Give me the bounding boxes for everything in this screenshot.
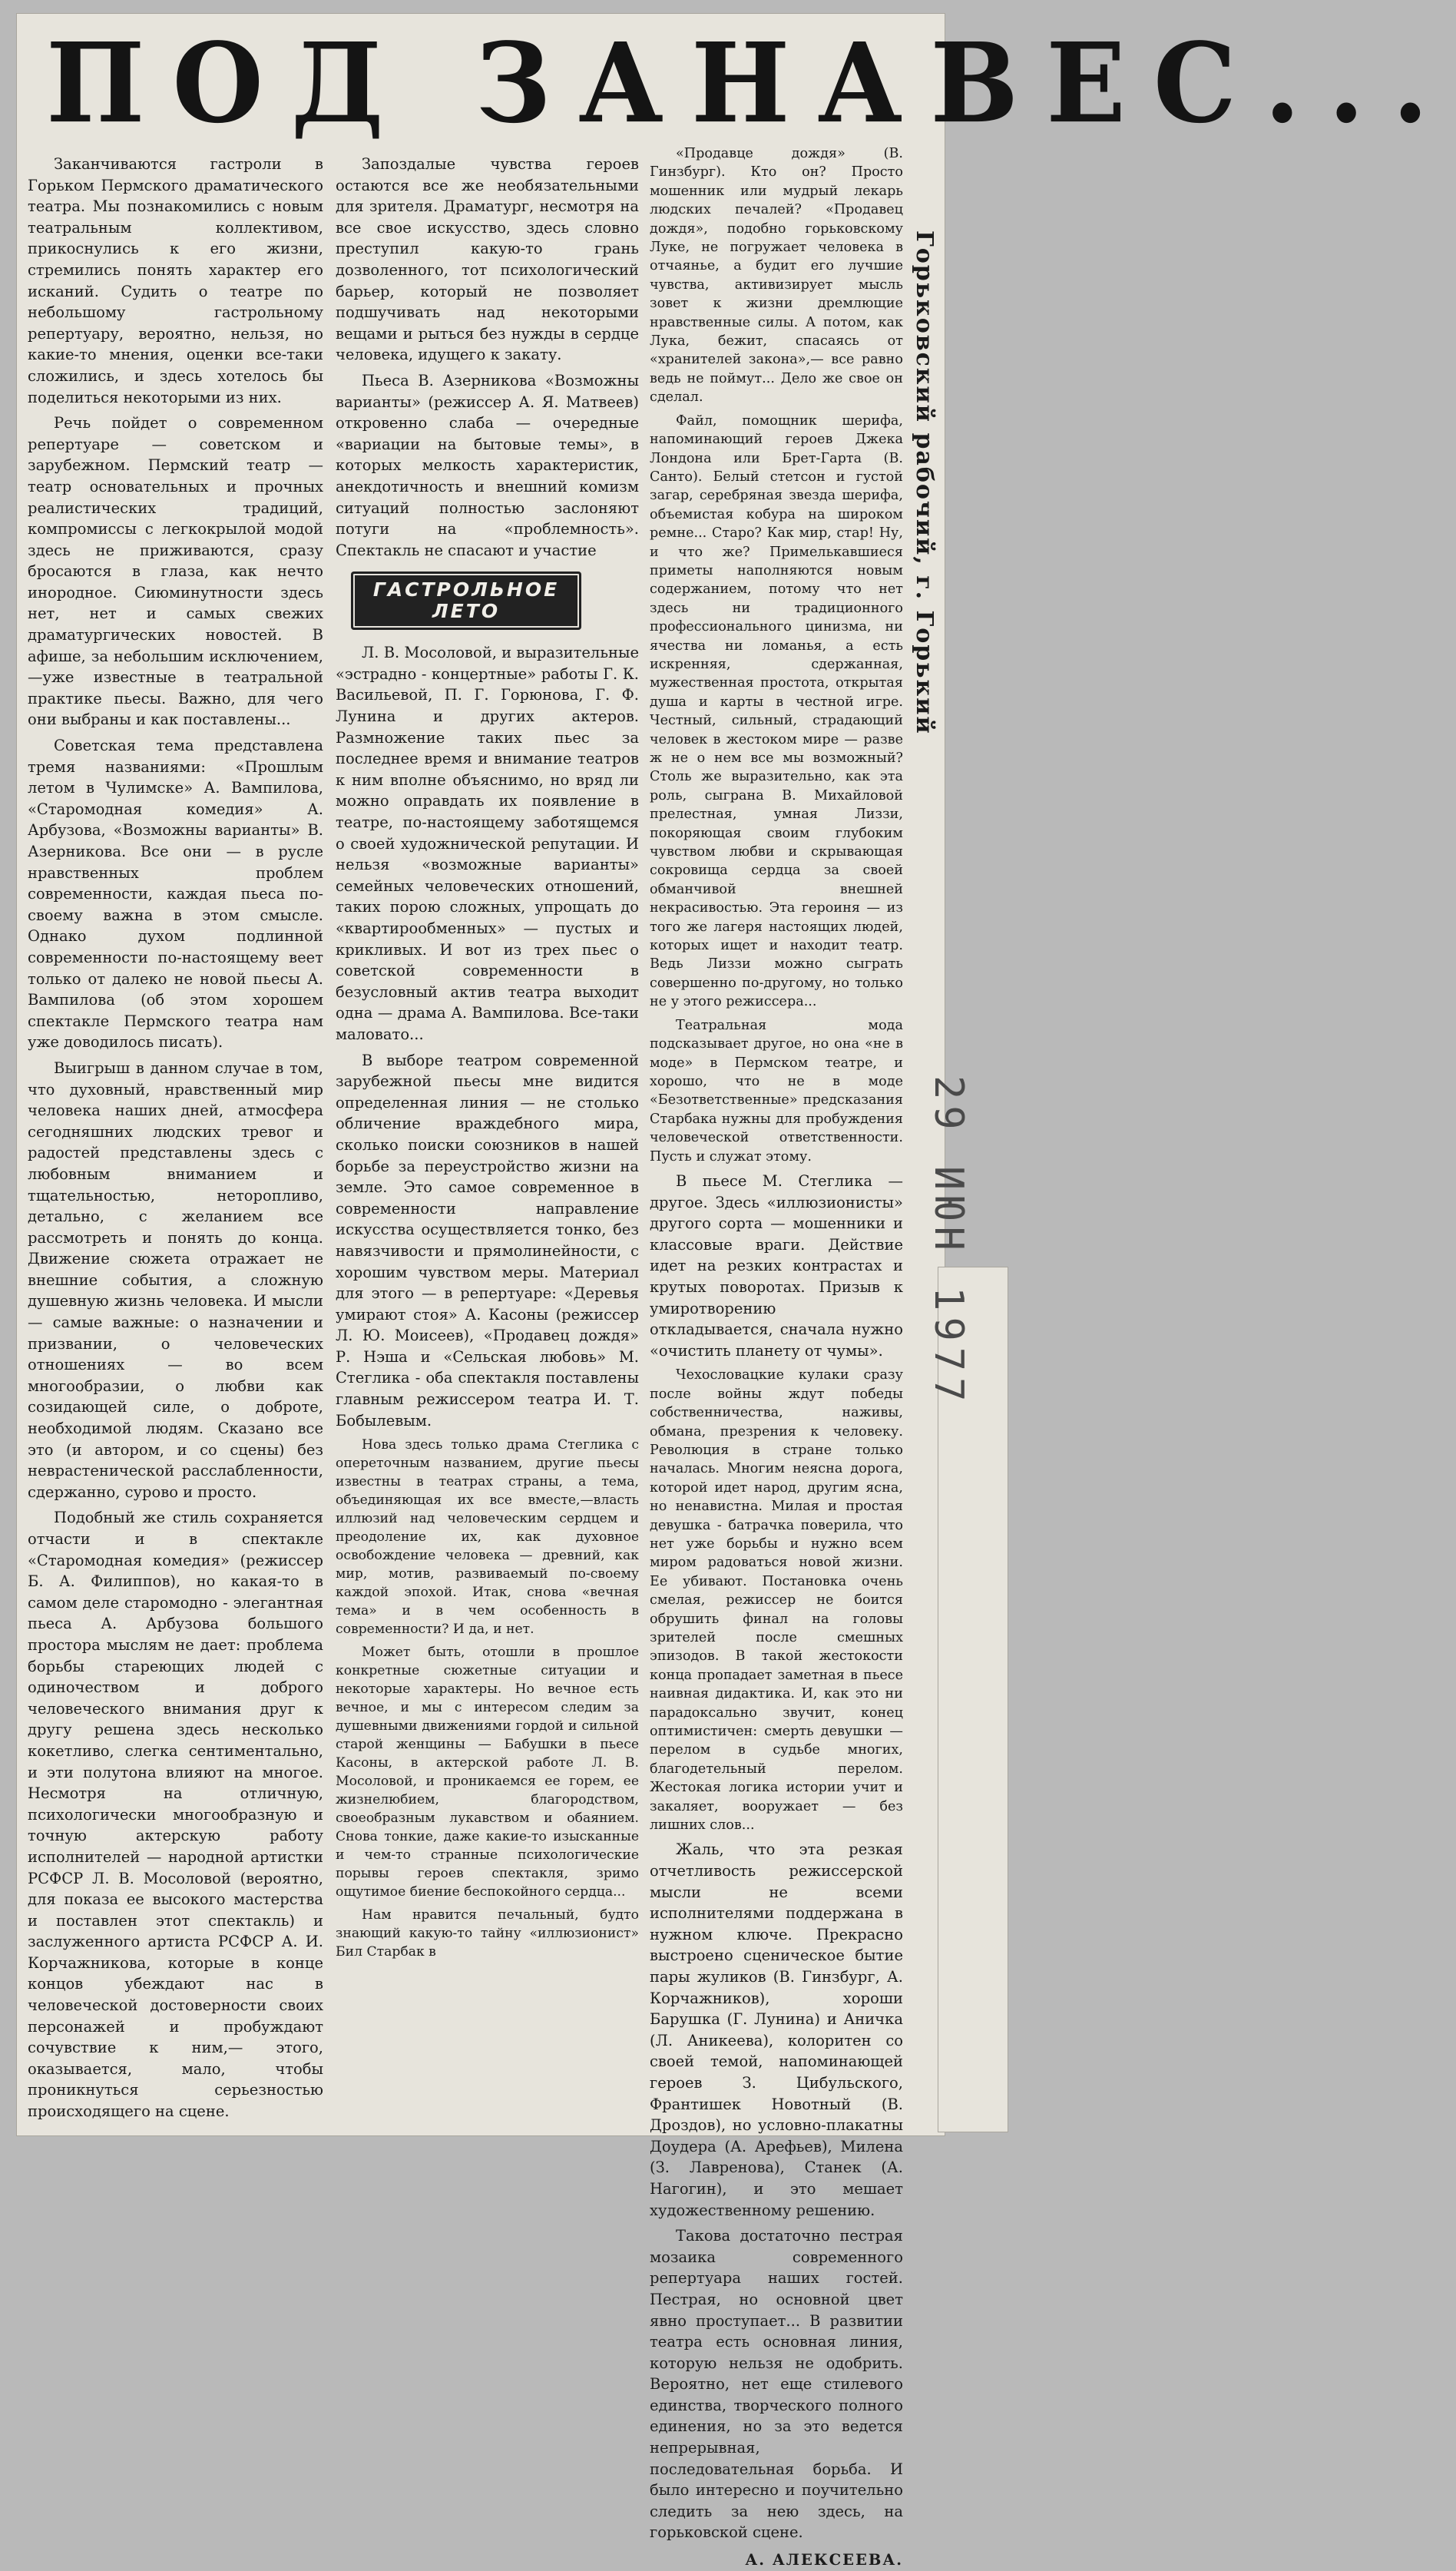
paragraph: Файл, помощник шерифа, напоминающий героев Джека Лондона или Брет-Гарта (В. Санто). Белый стетсон и густой загар, серебряная звезда шерифа, объемистая кобура на широком ремне... Старо? Как мир, стар! Ну, и что же? Примелькавшиеся приметы наполняются новым содержанием, потому что нет здесь ни традиционного профессионального цинизма, ни ячества ни ломанья, а есть искренняя, сдержанная, мужественная простота, открытая душа и карты в честной игре. Честный, сильный, страдающий человек в жестоком мире — разве ж не о нем все мы возможный? Столь же выразительно, как эта роль, сыграна В. Михайловой прелестная, умная Лиззи, покоряющая своим глубоким чувством любви и скрывающая сокровища сердца за своей обманчивой внешней некрасивостью. Эта героиня — из того же лагеря настоящих людей, которых ищет и находит театр. Ведь Лиззи можно сыграть совершенно по-другому, но только не у этого режиссера... (650, 412, 903, 1010)
paragraph: «Продавце дождя» (В. Гинзбург). Кто он? Просто мошенник или мудрый лекарь людских печалей? «Продавец дождя», подобно горьковскому Луке, не погружает человека в отчаянье, а будит его лучшие чувства, активизирует мысль зовет к жизни дремлющие нравственные силы. А потом, как Лука, бежит, спасаясь от «хранителей закона»,— все равно ведь не поймут... Дело же свое он сделал. (650, 146, 903, 406)
author-signature: А. АЛЕКСЕЕВА. (745, 2551, 903, 2569)
paragraph: В выборе театром современной зарубежной пьесы мне видится определенная линия — не столько обличение враждебного мира, сколько поиски союзников в нашей борьбе за переустройство жизни на земле. Это самое современное в современности направление искусства осуществляется тонко, без навязчивости и прямолинейности, с хорошим чувством меры. Материал для этого — в репертуаре: «Деревья умирают стоя» А. Касоны (режиссер Л. Ю. Моисеев), «Продавец дождя» Р. Нэша и «Сельская любовь» М. Стеглика - оба спектакля поставлены главным режиссером театра И. Т. Бобылевым. (336, 1051, 639, 1430)
paragraph: Театральная мода подсказывает другое, но она «не в моде» в Пермском театре, и хорошо, что не в моде «Безответственные» предсказания Старбака нужны для пробуждения человеческой ответственности. Пусть и служат этому. (650, 1017, 903, 1165)
paragraph: Пьеса В. Азерникова «Возможны варианты» (режиссер А. Я. Матвеев) откровенно слаба — очередные «вариации на бытовые темы», в которых мелкость характеристик, анекдотичность и внешний комизм ситуаций полностью заслоняют потуги на «проблемность». Спектакль не спасают и участие (336, 371, 639, 559)
paragraph: Жаль, что эта резкая отчетливость режиссерской мысли не всеми исполнителями поддержана в нужном ключе. Прекрасно выстроено сценическое бытие пары жуликов (В. Гинзбург, А. Корчажников), хороши Барушка (Г. Лунина) и Аничка (Л. Аникеева), колоритен со своей темой, напоминающей героев З. Цибульского, Франтишек Новотный (В. Дроздов), но условно-плакатны Доудера (А. Арефьев), Милена (З. Лавренова), Станек (А. Нагогин), и это мешает художественному решению. (650, 1840, 903, 2219)
paragraph: Такова достаточно пестрая мозаика современного репертуара наших гостей. Пестрая, но основной цвет явно проступает... В развитии театра есть основная линия, которую нельзя не одобрить. Вероятно, нет еще стилевого единства, творческого полного единения, но за это ведется непрерывная, последовательная борьба. И было интересно и поучительно следить за нею здесь, на горьковской сцене. (650, 2227, 903, 2542)
column-2 (336, 154, 639, 2074)
column-3 (650, 144, 903, 2569)
paragraph: В пьесе М. Стеглика — другое. Здесь «иллюзионисты» другого сорта — мошенники и классовые враги. Действие идет на резких контрастах и крутых поворотах. Призыв к умиротворению откладывается, сначала нужно «очистить планету от чумы». (650, 1171, 903, 1360)
paragraph: Выигрыш в данном случае в том, что духовный, нравственный мир человека наших дней, атмосфера сегодняшних людских тревог и радостей представлены здесь с любовным вниманием и тщательностью, неторопливо, детально, с желанием все рассмотреть и понять до конца. Движение сюжета отражает не внешние события, а сложную душевную жизнь человека. И мысли — самые важные: о назначении и призвании, о человеческих отношениях — во всем многообразии, о любви как созидающей силе, о доброте, необходимой людям. Сказано все это (и автором, и со сцены) без неврастенической расслабленности, сдержанно, сурово и просто. (28, 1059, 323, 1501)
source-label: Горьковский рабочий, г. Горький (911, 230, 938, 735)
paragraph: Подобный же стиль сохраняется отчасти и в спектакле «Старомодная комедия» (режиссер Б. А. Филиппов), но какая-то в самом деле старомодно - элегантная пьеса А. Арбузова большого простора мыслям не дает: проблема борьбы стареющих людей с одиночеством и доброго человеческого внимания друг к другу решена здесь несколько кокетливо, слегка сентиментально, и эти полутона влияют на многое. Несмотря на отличную, психологически многообразную и точную актерскую работу исполнителей — народной артистки РСФСР Л. В. Мосоловой (вероятно, для показа ее высокого мастерства и поставлен этот спектакль) и заслуженного артиста РСФСР А. И. Корчажникова, которые в конце концов убеждают нас в человеческой достоверности своих персонажей и пробуждают сочувствие к ним,— этого, оказывается, мало, чтобы проникнуться серьезностью происходящего на сцене. (28, 1509, 323, 2121)
column-1 (28, 154, 323, 2120)
headline: ПОД ЗАНАВЕС... (46, 18, 1456, 148)
paragraph: Может быть, отошли в прошлое конкретные сюжетные ситуации и некоторые характеры. Но вечное есть вечное, и мы с интересом следим за душевными движениями гордой и сильной старой женщины — Бабушки в пьесе Касоны, в актерской работе Л. В. Мосоловой, и проникаемся ее горем, ее жизнелюбием, благородством, своеобразным лукавством и обаянием. Снова тонкие, даже какие-то изысканные и чем-то странные психологические порывы героев спектакля, зримо ощутимое биение беспокойного сердца... (336, 1645, 639, 1900)
paragraph: Заканчиваются гастроли в Горьком Пермского драматического театра. Мы познакомились с новым театральным коллективом, прикоснулись к его жизни, стремились понять характер его исканий. Судить о театре по небольшому гастрольному репертуару, вероятно, нельзя, но какие-то мнения, оценки все-таки сложились, и здесь хотелось бы поделиться некоторыми из них. (28, 155, 323, 406)
rubric-badge: ГАСТРОЛЬНОЕ ЛЕТО (351, 572, 581, 630)
paragraph: Советская тема представлена тремя названиями: «Прошлым летом в Чулимске» А. Вампилова, «Старомодная комедия» А. Арбузова, «Возможны варианты» В. Азерникова. Все они — в русле нравственных проблем современности, каждая пьеса по-своему важна в этом смысле. Однако духом подлинной современности по-настоящему веет только от далеко не новой пьесы А. Вампилова (об этом хорошем спектакле Пермского театра нам уже доводилось писать). (28, 737, 323, 1052)
paragraph: Л. В. Мосоловой, и выразительные «эстрадно - концертные» работы Г. К. Васильевой, П. Г. Горюнова, Г. Ф. Лунина и других актеров. Размножение таких пьес за последнее время и внимание театров к ним вполне объяснимо, но вряд ли можно оправдать их появление в театре, по-настоящему заботящемся о своей художнической репутации. И нельзя «возможные варианты» семейных человеческих отношений, таких порою сложных, упрощать до «квартирообменных» — пустых и крикливых. И вот из трех пьес о советской современности в безусловный актив театра выходит одна — драма А. Вампилова. Все-таки маловато... (336, 644, 639, 1043)
paragraph: Нам нравится печальный, будто знающий какую-то тайну «иллюзионист» Бил Старбак в (336, 1907, 639, 1960)
paragraph: Нова здесь только драма Стеглика с опереточным названием, другие пьесы известны в театрах страны, а тема, объединяющая их все вместе,—власть иллюзий над человеческим сердцем и преодоление их, как духовное освобождение человека — древний, как мир, мотив, развиваемый по-своему каждой эпохой. Итак, снова «вечная тема» и в чем особенность в современности? И да, и нет. (336, 1437, 639, 1638)
paragraph: Запоздалые чувства героев остаются все же необязательными для зрителя. Драматург, несмотря на все свое искусство, здесь словно преступил какую-то грань дозволенного, тот психологический барьер, который не позволяет подшучивать над некоторыми вещами и рыться без нужды в сердце человека, идущего к закату. (336, 155, 639, 364)
paragraph: Речь пойдет о современном репертуаре — советском и зарубежном. Пермский театр — театр основательных и прочных реалистических традиций, компромиссы с легкокрылой модой здесь не приживаются, сразу бросаются в глаза, как нечто инородное. Сиюминутности здесь нет, нет и самых свежих драматургических новостей. В афише, за небольшим исключением,—уже известные в театральной практике пьесы. Важно, для чего они выбраны и как поставлены... (28, 414, 323, 729)
paragraph: Чехословацкие кулаки сразу после войны ждут победы собственничества, наживы, обмана, презрения к человеку. Революция в стране только началась. Многим неясна дорога, которой идет народ, другим ясна, но ненавистна. Милая и простая девушка - батрачка поверила, что нет уже борьбы и нужно всем миром радоваться новой жизни. Ее убивают. Постановка очень смелая, режиссер не боится обрушить финал на головы зрителей после смешных эпизодов. В такой жестокости конца пропадает заметная в пьесе наивная дидактика. И, как это ни парадоксально звучит, конец оптимистичен: смерть девушки — перелом в судьбе многих, благодетельный перелом. Жестокая логика истории учит и закаляет, вооружает — без лишних слов... (650, 1367, 903, 1834)
date-stamp: 29 ИЮН 1977 (925, 1075, 971, 1408)
